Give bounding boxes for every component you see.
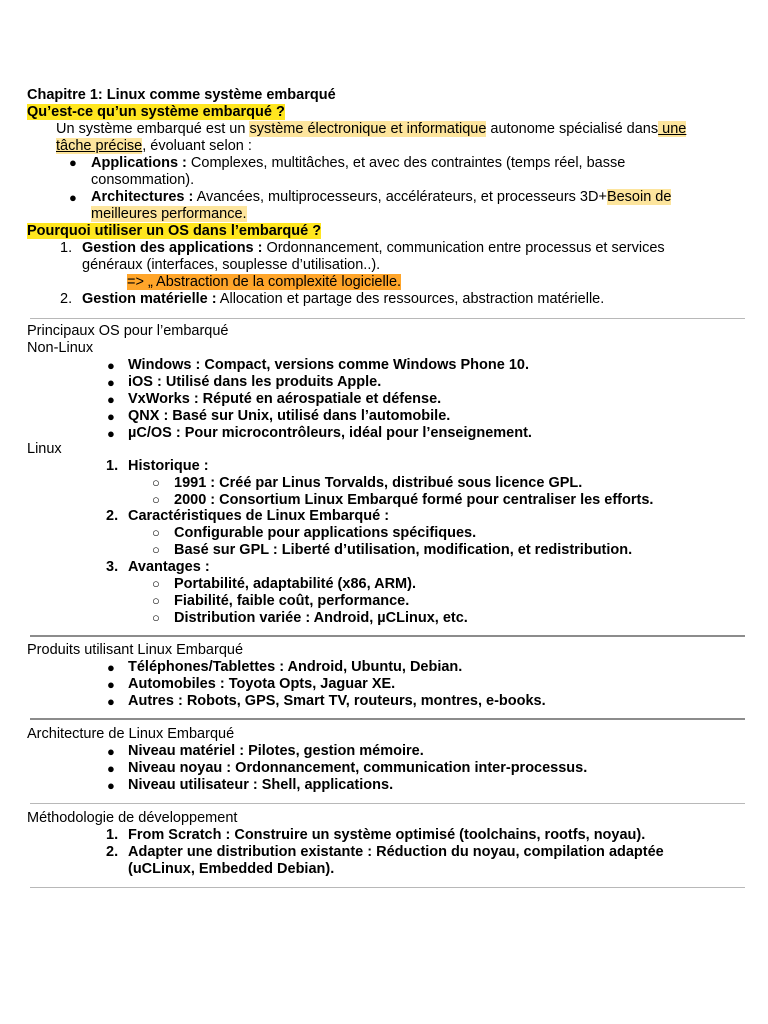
circle-bullet-icon: ○ [152,542,160,557]
gestion-applications-cont: généraux (interfaces, souplesse d’utilisation..). [82,257,381,273]
section-divider [30,635,745,637]
architectures-label: Architectures : [91,189,194,205]
product-item-others: Autres : Robots, GPS, Smart TV, routeurs, montres, e-books. [128,693,546,709]
architectures-item [91,189,671,206]
definition-highlight-2: une [658,121,687,137]
circle-bullet-icon: ○ [152,525,160,540]
definition-text-2: autonome spécialisé dans [486,121,659,137]
gestion-applications-text: Ordonnancement, communication entre processus et services [262,240,665,256]
gestion-materielle-label: Gestion matérielle : [82,291,217,307]
bullet-icon: ● [107,677,115,692]
abstraction-note [127,274,401,291]
list-number: 1. [106,458,119,474]
os-item-ucos: µC/OS : Pour microcontrôleurs, idéal pour l’enseignement. [128,425,532,441]
circle-bullet-icon: ○ [152,492,160,507]
architecture-item-hardware: Niveau matériel : Pilotes, gestion mémoire. [128,743,424,759]
os-item-qnx: QNX : Basé sur Unix, utilisé dans l’automobile. [128,408,451,424]
gestion-materielle-item [82,291,604,308]
linux-avantages-3: Distribution variée : Android, µCLinux, etc. [174,610,468,626]
definition-highlight: système électronique et informatique [249,121,487,137]
abstraction-highlight: => „ Abstraction de la complexité logicielle. [127,274,402,290]
os-section-title: Principaux OS pour l’embarqué [27,323,229,339]
linux-caracteristiques-2: Basé sur GPL : Liberté d’utilisation, modification, et redistribution. [174,542,633,558]
linux-avantages-label: Avantages : [128,559,210,575]
architectures-item-cont [91,206,247,223]
architectures-highlight: Besoin de [606,189,672,205]
question-why-os-text: Pourquoi utiliser un OS dans l’embarqué ? [27,223,322,239]
architectures-text: Avancées, multiprocesseurs, accélérateurs, et processeurs 3D+ [193,189,607,205]
linux-historique-label: Historique : [128,458,209,474]
linux-caracteristiques-label: Caractéristiques de Linux Embarqué : [128,508,390,524]
products-title: Produits utilisant Linux Embarqué [27,642,244,658]
question-embedded-system [27,104,285,121]
section-divider [30,803,745,804]
gestion-applications-label: Gestion des applications : [82,240,263,256]
os-item-windows: Windows : Compact, versions comme Windows Phone 10. [128,357,529,373]
circle-bullet-icon: ○ [152,593,160,608]
methodology-item-scratch: From Scratch : Construire un système optimisé (toolchains, rootfs, noyau). [128,827,646,843]
linux-title: Linux [27,441,62,457]
methodology-title: Méthodologie de développement [27,810,238,826]
applications-text: Complexes, multitâches, et avec des contraintes (temps réel, basse [186,155,626,171]
section-divider [30,318,745,319]
os-item-vxworks: VxWorks : Réputé en aérospatiale et défense. [128,391,442,407]
os-item-ios: iOS : Utilisé dans les produits Apple. [128,374,382,390]
linux-historique-1991: 1991 : Créé par Linus Torvalds, distribué sous licence GPL. [174,475,583,491]
gestion-applications-item [82,240,665,257]
methodology-item-distribution: Adapter une distribution existante : Réduction du noyau, compilation adaptée [128,844,664,860]
list-number: 2. [106,508,119,524]
bullet-icon: ● [69,155,77,170]
definition-text-3: , évoluant selon : [142,138,252,154]
applications-item [91,155,625,172]
linux-avantages-1: Portabilité, adaptabilité (x86, ARM). [174,576,416,592]
bullet-icon: ● [107,744,115,759]
circle-bullet-icon: ○ [152,610,160,625]
linux-historique-2000: 2000 : Consortium Linux Embarqué formé pour centraliser les efforts. [174,492,654,508]
circle-bullet-icon: ○ [152,576,160,591]
list-number: 1. [60,240,73,256]
architectures-highlight-2: meilleures performance. [91,206,247,222]
architecture-title: Architecture de Linux Embarqué [27,726,235,742]
list-number: 1. [106,827,119,843]
definition-line-1 [56,121,686,138]
list-number: 2. [106,844,119,860]
section-divider [30,718,745,720]
bullet-icon: ● [107,694,115,709]
chapter-title: Chapitre 1: Linux comme système embarqué [27,87,336,103]
gestion-materielle-text: Allocation et partage des ressources, abstraction matérielle. [216,291,605,307]
product-item-cars: Automobiles : Toyota Opts, Jaguar XE. [128,676,396,692]
methodology-item-distribution-cont: (uCLinux, Embedded Debian). [128,861,335,877]
architecture-item-user: Niveau utilisateur : Shell, applications. [128,777,394,793]
bullet-icon: ● [107,426,115,441]
list-number: 2. [60,291,73,307]
circle-bullet-icon: ○ [152,475,160,490]
bullet-icon: ● [107,409,115,424]
linux-avantages-2: Fiabilité, faible coût, performance. [174,593,410,609]
non-linux-title: Non-Linux [27,340,94,356]
definition-line-2 [56,138,252,155]
bullet-icon: ● [69,190,77,205]
bullet-icon: ● [107,778,115,793]
bullet-icon: ● [107,358,115,373]
section-divider [30,887,745,888]
bullet-icon: ● [107,392,115,407]
applications-label: Applications : [91,155,187,171]
list-number: 3. [106,559,119,575]
bullet-icon: ● [107,660,115,675]
definition-highlight-3: tâche précise [56,138,143,154]
architecture-item-kernel: Niveau noyau : Ordonnancement, communication inter-processus. [128,760,588,776]
linux-caracteristiques-1: Configurable pour applications spécifiques. [174,525,477,541]
question-embedded-system-text: Qu’est-ce qu’un système embarqué ? [27,104,285,120]
product-item-phones: Téléphones/Tablettes : Android, Ubuntu, Debian. [128,659,463,675]
bullet-icon: ● [107,375,115,390]
definition-text: Un système embarqué est un [56,121,250,137]
bullet-icon: ● [107,761,115,776]
question-why-os [27,223,321,240]
applications-item-cont: consommation). [91,172,195,188]
